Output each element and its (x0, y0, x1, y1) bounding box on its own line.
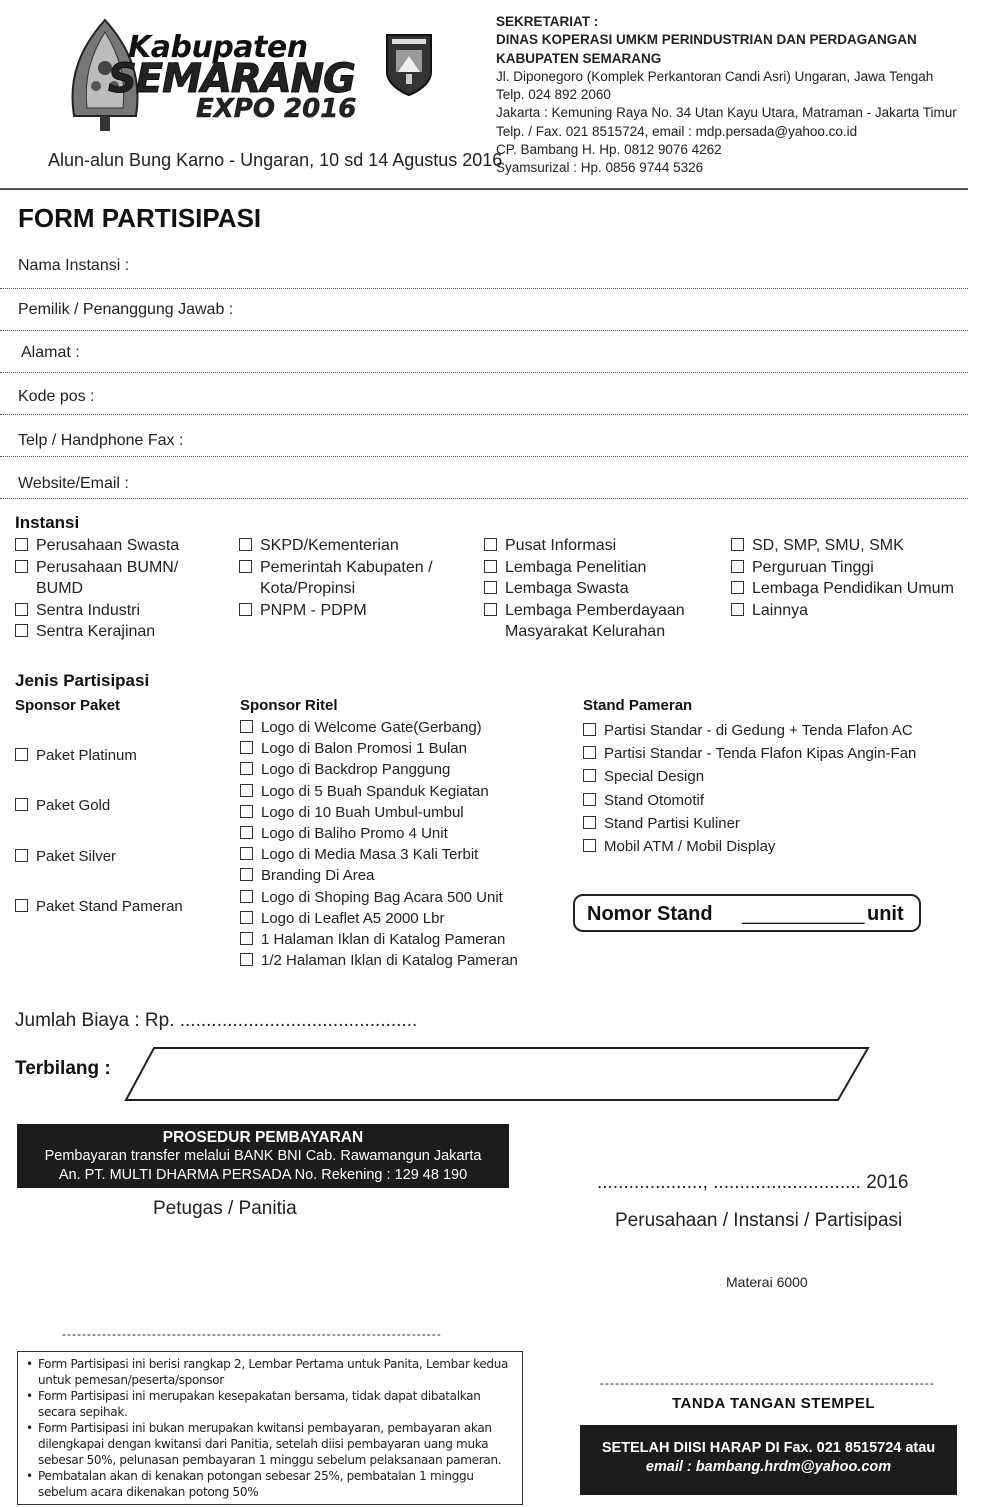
fax-line2: email : bambang.hrdm@yahoo.com (645, 1459, 892, 1475)
ritel-option[interactable] (240, 865, 518, 886)
logo-text-semarang: SEMARANG (108, 56, 355, 102)
checkbox[interactable] (240, 720, 253, 733)
stand-option[interactable] (583, 719, 916, 742)
notes-box (17, 1351, 523, 1505)
checkbox[interactable] (240, 784, 253, 797)
fax-line1: SETELAH DIISI HARAP DI Fax. 021 8515724 atau (601, 1440, 936, 1456)
checkbox[interactable] (240, 890, 253, 903)
nomor-stand-box[interactable] (573, 894, 921, 932)
materai-label: Materai 6000 (726, 1274, 808, 1290)
field-telp-label: Telp / Handphone Fax : (18, 432, 184, 449)
field-telp-line[interactable] (0, 456, 968, 457)
sponsor-paket-heading: Sponsor Paket (15, 697, 121, 714)
sekretariat-address: Jl. Diponegoro (Komplek Perkantoran Candi Asri) Ungaran, Jawa Tengah (496, 68, 934, 84)
checkbox[interactable] (731, 560, 744, 573)
prosedur-line2: An. PT. MULTI DHARMA PERSADA No. Rekening : 129 48 190 (58, 1167, 468, 1183)
paket-option[interactable] (15, 848, 116, 865)
nomor-stand-blank[interactable]: ___________ (742, 903, 865, 925)
checkbox[interactable] (15, 538, 28, 551)
option-label: Perusahaan Swasta (36, 537, 180, 554)
jenis-partisipasi-heading: Jenis Partisipasi (15, 671, 150, 690)
option-label: Branding Di Area (261, 867, 375, 885)
ritel-option[interactable] (240, 738, 518, 759)
checkbox[interactable] (15, 560, 28, 573)
checkbox[interactable] (239, 603, 252, 616)
checkbox[interactable] (583, 769, 596, 782)
paket-option[interactable] (15, 747, 137, 764)
field-website-label: Website/Email : (18, 475, 129, 492)
instansi-option[interactable] (484, 578, 685, 600)
option-label: Pusat Informasi (505, 537, 617, 554)
checkbox[interactable] (484, 560, 497, 573)
checkbox[interactable] (731, 538, 744, 551)
field-website-line[interactable] (0, 498, 968, 499)
instansi-option[interactable] (239, 535, 433, 557)
instansi-heading: Instansi (15, 513, 80, 532)
sekretariat-org2: KABUPATEN SEMARANG (496, 50, 662, 66)
field-alamat-label: Alamat : (21, 344, 80, 361)
option-label: Sentra Industri (36, 601, 141, 619)
option-label: Lembaga Pendidikan Umum (752, 580, 954, 597)
option-label: Perguruan Tinggi (752, 558, 874, 576)
checkbox[interactable] (731, 581, 744, 594)
kabupaten-semarang-crest-icon (384, 32, 434, 98)
ritel-option[interactable] (240, 950, 518, 971)
option-label: Lainnya (752, 601, 809, 619)
ritel-option[interactable] (240, 887, 518, 908)
option-label: Masyarakat Kelurahan (505, 623, 666, 640)
tanda-tangan-label: TANDA TANGAN STEMPEL (672, 1395, 876, 1412)
checkbox[interactable] (240, 847, 253, 860)
ritel-option[interactable] (240, 929, 518, 950)
checkbox[interactable] (15, 849, 28, 862)
logo-text-kabupaten: Kabupaten (128, 30, 308, 65)
date-line[interactable]: ...................., ............................ 2016 (597, 1172, 909, 1193)
instansi-option[interactable] (731, 600, 954, 622)
checkbox[interactable] (731, 603, 744, 616)
option-label: Logo di Welcome Gate(Gerbang) (261, 719, 482, 736)
field-kode-pos-label: Kode pos : (18, 388, 95, 405)
option-label: Logo di Media Masa 3 Kali Terbit (261, 846, 479, 864)
checkbox[interactable] (15, 899, 28, 912)
checkbox[interactable] (484, 538, 497, 551)
instansi-option[interactable] (15, 621, 179, 643)
instansi-option[interactable] (484, 557, 685, 579)
sekretariat-cp2: Syamsurizal : Hp. 0856 9744 5326 (496, 160, 704, 176)
prosedur-line1: Pembayaran transfer melalui BANK BNI Cab. Rawamangun Jakarta (44, 1148, 482, 1164)
checkbox[interactable] (583, 746, 596, 759)
checkbox[interactable] (583, 816, 596, 829)
option-label: Sentra Kerajinan (36, 623, 156, 640)
instansi-option-cont (484, 621, 685, 643)
checkbox[interactable] (240, 953, 253, 966)
sekretariat-info (496, 13, 957, 178)
field-alamat-line[interactable] (0, 372, 968, 373)
field-pemilik-line[interactable] (0, 330, 968, 331)
sekretariat-jakarta-contact: Telp. / Fax. 021 8515724, email : mdp.persada@yahoo.co.id (496, 123, 858, 139)
note-item: • Form Partisipasi ini bukan merupakan kwitansi pembayaran, pembayaran akan dilengkapai dengan kwitansi dari Panitia, setelah diisi pembayaran uang muka sebesar 50%, pelunasan pembayaran 1 minggu sebelum pelaksanaan pameran. (24, 1420, 516, 1468)
option-label: SD, SMP, SMU, SMK (752, 537, 904, 554)
option-label: Stand Partisi Kuliner (604, 814, 740, 832)
sekretariat-phone: Telp. 024 892 2060 (496, 87, 611, 103)
instansi-option[interactable] (239, 600, 433, 622)
instansi-col1 (15, 535, 179, 643)
fax-instruction-box (580, 1425, 957, 1495)
checkbox[interactable] (484, 581, 497, 594)
ritel-option[interactable] (240, 908, 518, 929)
stand-option[interactable] (583, 765, 916, 788)
sekretariat-cp: CP. Bambang H. Hp. 0812 9076 4262 (496, 142, 722, 158)
option-label: Perusahaan BUMN/ (36, 558, 179, 576)
paket-option[interactable] (15, 898, 183, 915)
option-label: Logo di Balon Promosi 1 Bulan (261, 740, 467, 758)
checkbox[interactable] (240, 741, 253, 754)
option-label: SKPD/Kementerian (260, 537, 399, 554)
instansi-option[interactable] (484, 600, 685, 622)
option-label: Logo di Baliho Promo 4 Unit (261, 825, 448, 843)
instansi-option[interactable] (239, 557, 433, 579)
option-label: Mobil ATM / Mobil Display (604, 838, 776, 856)
checkbox[interactable] (15, 798, 28, 811)
field-kode-pos-line[interactable] (0, 414, 968, 415)
petugas-signature-line[interactable]: ---------------------------------------------------------------------------- (62, 1327, 442, 1341)
instansi-col4 (731, 535, 954, 621)
option-label: 1 Halaman Iklan di Katalog Pameran (261, 931, 506, 949)
option-label: Partisi Standar - Tenda Flafon Kipas Angin-Fan (604, 745, 917, 763)
checkbox[interactable] (484, 603, 497, 616)
checkbox[interactable] (15, 748, 28, 761)
option-label: Logo di Backdrop Panggung (261, 761, 451, 779)
sekretariat-label: SEKRETARIAT : (496, 14, 599, 29)
sponsor-ritel-heading: Sponsor Ritel (240, 697, 338, 714)
ritel-option[interactable] (240, 717, 518, 738)
option-label: Kota/Propinsi (260, 580, 356, 597)
checkbox[interactable] (240, 762, 253, 775)
checkbox[interactable] (583, 839, 596, 852)
note-item: • Pembatalan akan di kenakan potongan sebesar 25%, pembatalan 1 minggu sebelum acara dikenakan potong 50% (24, 1468, 516, 1500)
header-divider (0, 188, 968, 190)
instansi-option[interactable] (15, 600, 179, 622)
ritel-option[interactable] (240, 844, 518, 865)
form-title: FORM PARTISIPASI (18, 203, 262, 233)
instansi-option[interactable] (484, 535, 685, 557)
option-label: Paket Platinum (36, 747, 137, 764)
jumlah-biaya[interactable]: Jumlah Biaya : Rp. ............................................. (15, 1010, 418, 1031)
option-label: Paket Stand Pameran (36, 898, 183, 915)
nomor-stand-unit: unit (867, 903, 904, 925)
instansi-option[interactable] (15, 557, 179, 579)
instansi-option[interactable] (731, 557, 954, 579)
checkbox[interactable] (15, 603, 28, 616)
checkbox[interactable] (240, 868, 253, 881)
perusahaan-label: Perusahaan / Instansi / Partisipasi (615, 1210, 903, 1231)
option-label: Logo di Leaflet A5 2000 Lbr (261, 909, 445, 927)
instansi-option-cont (15, 578, 179, 600)
field-nama-instansi-line[interactable] (0, 288, 968, 289)
option-label: Paket Silver (36, 848, 117, 865)
option-label: Lembaga Penelitian (505, 558, 647, 576)
ritel-option[interactable] (240, 781, 518, 802)
field-nama-instansi-label: Nama Instansi : (18, 257, 130, 274)
checkbox[interactable] (15, 624, 28, 637)
event-venue: Alun-alun Bung Karno - Ungaran, 10 sd 14 Agustus 2016 (48, 150, 503, 170)
option-label: Pemerintah Kabupaten / (260, 558, 433, 576)
checkbox[interactable] (240, 826, 253, 839)
instansi-col3 (484, 535, 685, 643)
prosedur-title: PROSEDUR PEMBAYARAN (162, 1129, 364, 1146)
option-label: Logo di Shoping Bag Acara 500 Unit (261, 888, 503, 906)
sponsor-ritel-list (240, 717, 518, 971)
sekretariat-org1: DINAS KOPERASI UMKM PERINDUSTRIAN DAN PERDAGANGAN (496, 32, 917, 48)
sekretariat-jakarta: Jakarta : Kemuning Raya No. 34 Utan Kayu Utara, Matraman - Jakarta Timur (496, 105, 957, 121)
option-label: BUMD (36, 580, 84, 597)
nomor-stand-label: Nomor Stand (587, 903, 713, 925)
option-label: PNPM - PDPM (260, 601, 367, 619)
ritel-option[interactable] (240, 802, 518, 823)
note-item: • Form Partisipasi ini merupakan kesepakatan bersama, tidak dapat dibatalkan secara sepihak. (24, 1388, 516, 1420)
option-label: Lembaga Pemberdayaan (505, 601, 685, 619)
option-label: Logo di 10 Buah Umbul-umbul (261, 803, 464, 821)
instansi-option[interactable] (731, 535, 954, 557)
checkbox[interactable] (240, 805, 253, 818)
terbilang-input-box[interactable] (124, 1046, 870, 1102)
field-pemilik-label: Pemilik / Penanggung Jawab : (18, 301, 234, 318)
ritel-option[interactable] (240, 823, 518, 844)
checkbox[interactable] (240, 911, 253, 924)
instansi-option-cont (239, 578, 433, 600)
option-label: Logo di 5 Buah Spanduk Kegiatan (261, 782, 489, 800)
stand-option[interactable] (583, 812, 916, 835)
option-label: Lembaga Swasta (505, 580, 629, 597)
checkbox[interactable] (239, 538, 252, 551)
option-label: Special Design (604, 768, 705, 786)
option-label: Paket Gold (36, 797, 111, 814)
terbilang-label: Terbilang : (15, 1058, 111, 1079)
peserta-signature-line[interactable]: ------------------------------------------------------------------- (600, 1376, 935, 1390)
checkbox[interactable] (239, 560, 252, 573)
stand-pameran-list (583, 719, 916, 858)
stand-pameran-heading: Stand Pameran (583, 697, 693, 714)
petugas-label: Petugas / Panitia (153, 1198, 297, 1219)
instansi-option[interactable] (15, 535, 179, 557)
stand-option[interactable] (583, 742, 916, 765)
option-label: Stand Otomotif (604, 791, 705, 809)
checkbox[interactable] (240, 932, 253, 945)
ritel-option[interactable] (240, 759, 518, 780)
prosedur-pembayaran-box (17, 1124, 509, 1188)
instansi-option[interactable] (731, 578, 954, 600)
option-label: Partisi Standar - di Gedung + Tenda Flafon AC (604, 722, 913, 739)
paket-option[interactable] (15, 797, 110, 814)
logo-text-expo: EXPO 2016 (196, 94, 357, 124)
note-item: • Form Partisipasi ini berisi rangkap 2, Lembar Pertama untuk Panita, Lembar kedua untuk pemesan/peserta/sponsor (24, 1356, 516, 1388)
checkbox[interactable] (583, 793, 596, 806)
option-label: 1/2 Halaman Iklan di Katalog Pameran (261, 952, 518, 970)
stand-option[interactable] (583, 789, 916, 812)
checkbox[interactable] (583, 723, 596, 736)
stand-option[interactable] (583, 835, 916, 858)
instansi-col2 (239, 535, 433, 621)
